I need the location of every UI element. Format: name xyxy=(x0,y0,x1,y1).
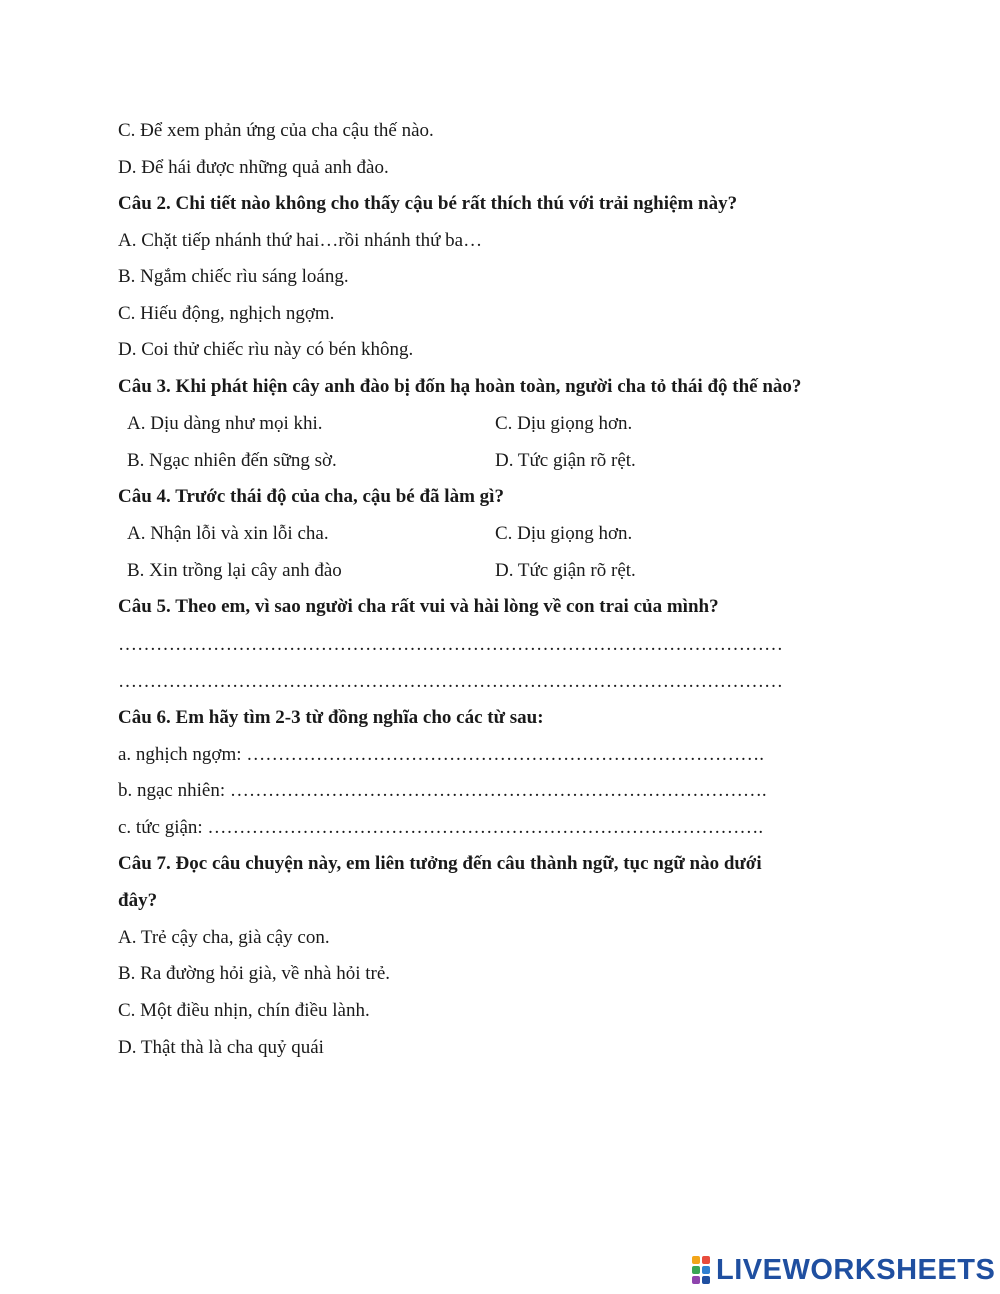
question-5: Câu 5. Theo em, vì sao người cha rất vui và hài lòng về con trai của mình? xyxy=(118,596,719,617)
option-c-q3: C. Dịu giọng hơn. xyxy=(495,413,633,434)
question-7: Câu 7. Đọc câu chuyện này, em liên tưởng đến câu thành ngữ, tục ngữ nào dưới xyxy=(118,853,762,874)
question-3: Câu 3. Khi phát hiện cây anh đào bị đốn hạ hoàn toàn, người cha tỏ thái độ thế nào? xyxy=(118,376,802,397)
question-7-continued: đây? xyxy=(118,890,158,911)
option-c-q7: C. Một điều nhịn, chín điều lành. xyxy=(118,1000,370,1021)
logo-mark-icon xyxy=(692,1256,710,1284)
option-c-q2: C. Hiếu động, nghịch ngợm. xyxy=(118,303,335,324)
option-d-q7: D. Thật thà là cha quỷ quái xyxy=(118,1037,324,1058)
option-c-q1: C. Để xem phản ứng của cha cậu thế nào. xyxy=(118,120,434,141)
option-d-q1: D. Để hái được những quả anh đào. xyxy=(118,157,389,178)
option-b-q3: B. Ngạc nhiên đến sững sờ. xyxy=(127,450,337,471)
answer-6a[interactable]: a. nghịch ngợm: ………………………………………………………………………. xyxy=(118,744,764,765)
liveworksheets-logo xyxy=(692,1253,995,1287)
option-d-q3: D. Tức giận rõ rệt. xyxy=(495,450,636,471)
option-a-q4: A. Nhận lỗi và xin lỗi cha. xyxy=(127,523,329,544)
answer-6b[interactable]: b. ngạc nhiên: …………………………………………………………………………. xyxy=(118,780,767,801)
option-a-q2: A. Chặt tiếp nhánh thứ hai…rồi nhánh thứ ba… xyxy=(118,230,483,251)
answer-6c[interactable]: c. tức giận: ……………………………………………………………………………. xyxy=(118,817,764,838)
answer-line-1[interactable]: …………………………………………………………………………………………… xyxy=(118,634,783,655)
question-6: Câu 6. Em hãy tìm 2-3 từ đồng nghĩa cho các từ sau: xyxy=(118,707,544,728)
question-4: Câu 4. Trước thái độ của cha, cậu bé đã làm gì? xyxy=(118,486,504,507)
option-d-q4: D. Tức giận rõ rệt. xyxy=(495,560,636,581)
question-2: Câu 2. Chi tiết nào không cho thấy cậu bé rất thích thú với trải nghiệm này? xyxy=(118,193,738,214)
option-d-q2: D. Coi thử chiếc rìu này có bén không. xyxy=(118,339,414,360)
option-b-q7: B. Ra đường hỏi già, về nhà hỏi trẻ. xyxy=(118,963,391,984)
option-a-q3: A. Dịu dàng như mọi khi. xyxy=(127,413,323,434)
answer-line-2[interactable]: …………………………………………………………………………………………… xyxy=(118,671,783,692)
option-a-q7: A. Trẻ cậy cha, già cậy con. xyxy=(118,927,330,948)
option-b-q2: B. Ngắm chiếc rìu sáng loáng. xyxy=(118,266,349,287)
option-b-q4: B. Xin trồng lại cây anh đào xyxy=(127,560,342,581)
logo-text: LIVEWORKSHEETS xyxy=(716,1254,996,1286)
option-c-q4: C. Dịu giọng hơn. xyxy=(495,523,633,544)
